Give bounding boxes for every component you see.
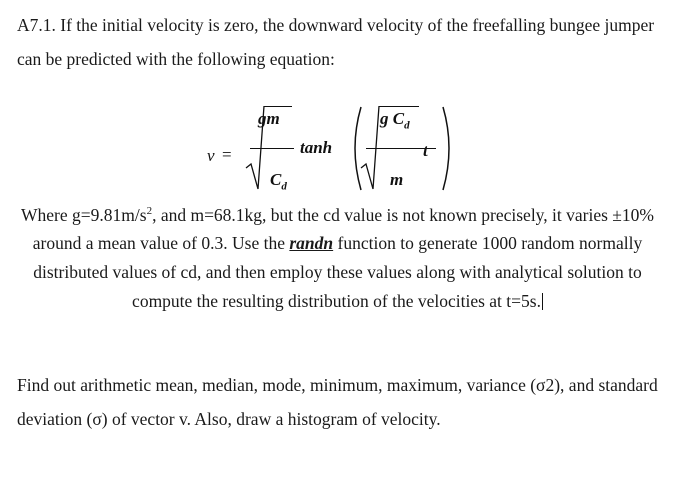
eq-tanh: tanh: [300, 138, 333, 157]
text-cursor: [542, 293, 543, 310]
problem-question: Find out arithmetic mean, median, mode, minimum, maximum, variance (σ2), and standard deviation (σ) of vector v. Also, draw a histogram of velocity.: [17, 375, 658, 429]
body-part1: Where g=9.81m/s: [21, 204, 147, 225]
sqrt2-numerator: g $C_d$: [380, 109, 410, 132]
sqrt1-denominator: $C_d$: [270, 170, 287, 193]
randn-function: randn: [289, 233, 334, 254]
eq-equals: =: [222, 145, 232, 164]
right-paren: [440, 104, 456, 194]
eq-t: t: [423, 141, 428, 160]
sqrt-symbol-2: [359, 104, 381, 199]
problem-body: [10, 197, 665, 315]
problem-label: A7.1.: [17, 15, 56, 35]
sqrt2-denominator: m: [390, 170, 404, 189]
fraction-bar-1: [250, 148, 294, 149]
problem-intro-text: If the initial velocity is zero, the downward velocity of the freefalling bungee jumper can be predicted with the following equation:: [17, 15, 655, 69]
body-part2: , and m=68.1kg, but the cd value is not known precisely, it varies ±10% around a mean value of 0.3. Use the: [32, 204, 654, 254]
eq-lhs: v: [207, 146, 215, 165]
sqrt-vinculum-2: [379, 106, 419, 107]
body-part3: function to generate 1000 random normally distributed values of cd, and then employ these values along with analytical solution to compute the resulting distribution of the velocities at t=5s.: [33, 233, 643, 311]
sqrt1-numerator: gm: [258, 109, 280, 128]
sqrt-vinculum-1: [264, 106, 292, 107]
body-sup: 2: [146, 205, 153, 217]
problem-intro: [17, 8, 667, 76]
velocity-equation: [0, 104, 675, 199]
